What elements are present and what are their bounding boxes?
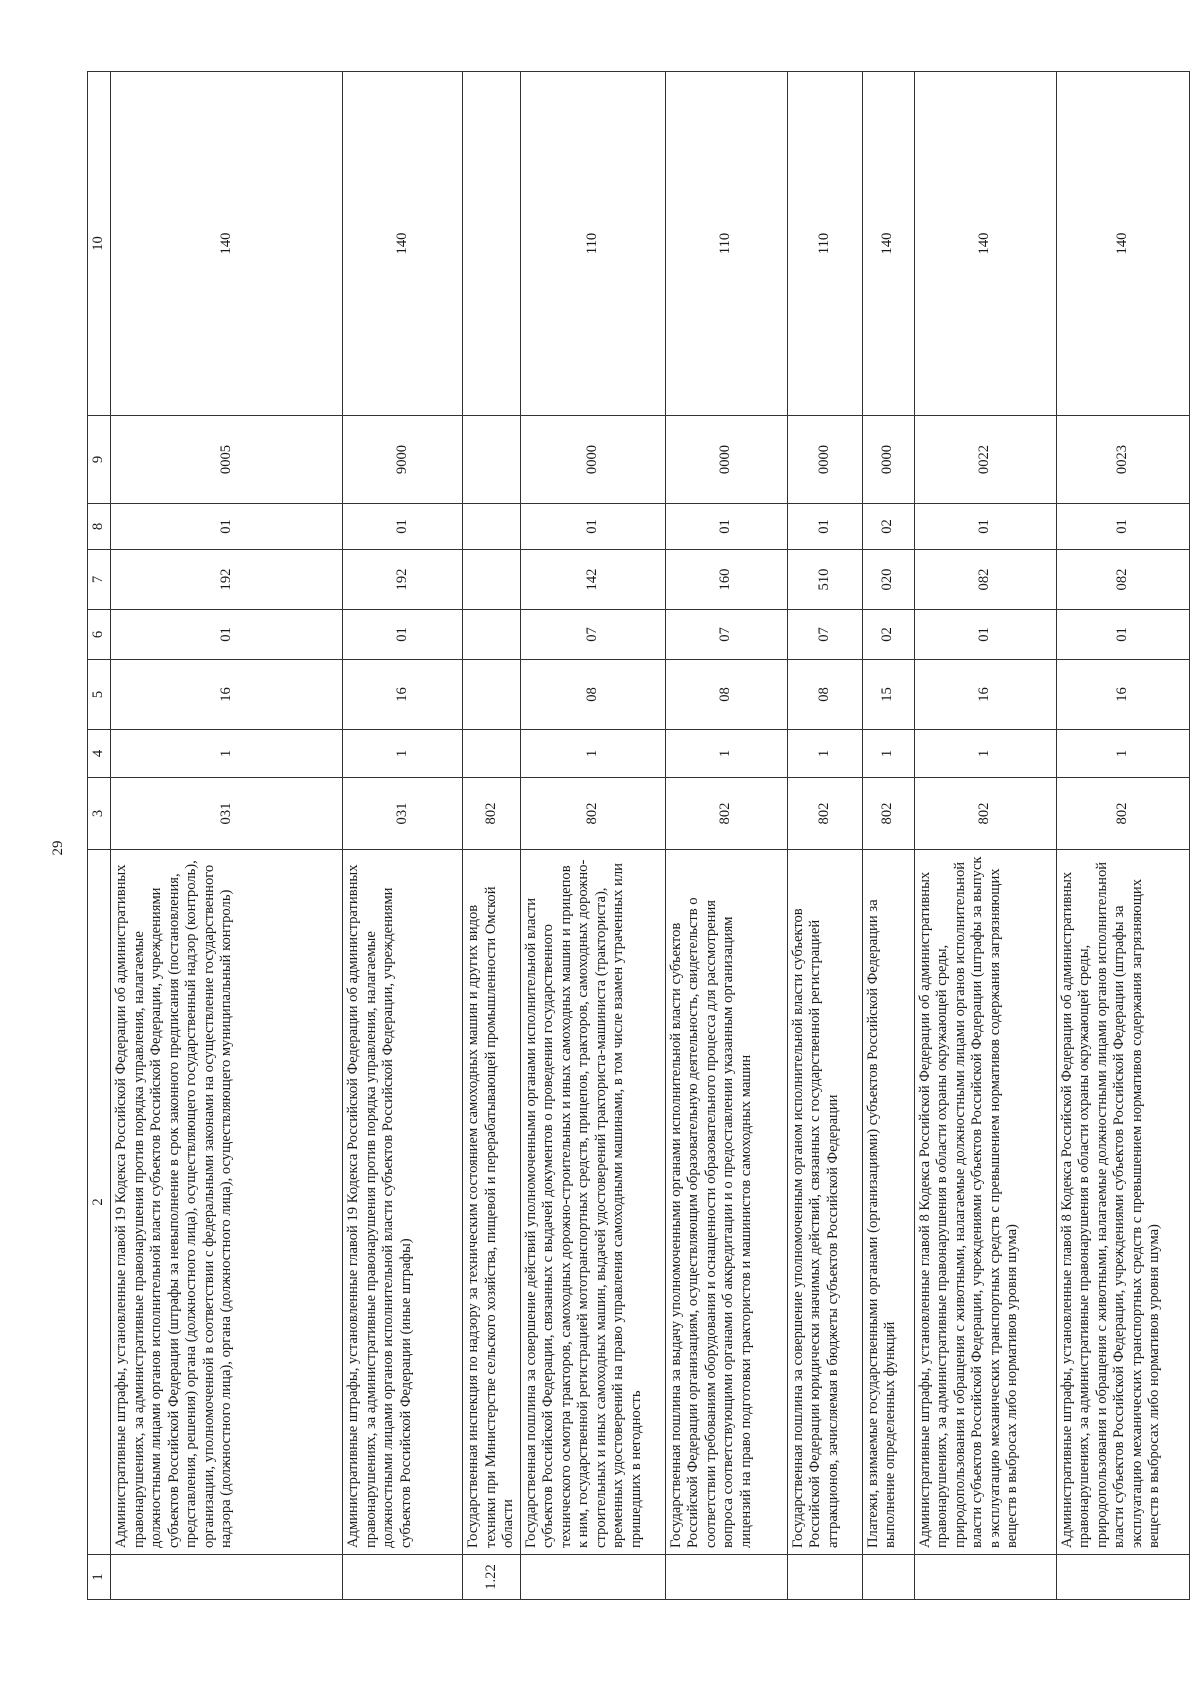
table-row	[914, 72, 1056, 1600]
code-cell: 140	[914, 72, 1056, 416]
code-cell: 020	[862, 550, 914, 610]
code-cell: 031	[343, 778, 463, 850]
code-cell: 16	[1056, 660, 1189, 730]
income-name-cell: Административные штрафы, установленные главой 19 Кодекса Российской Федерации об административных правонарушениях, за административные правонарушения против порядка управления, налагаемые должностными лицами органов исполнительной власти субъектов Российской Федерации, учреждениями субъектов Российской Федерации (штрафы за невыполнение в срок законного предписания (постановления, представления, решения) органа (должностного лица), осуществляющего государственный надзор (контроль), организации, уполномоченной в соответствии с федеральными законами на осуществление государственного надзора (должностного лица), органа (должностного лица), осуществляющего муниципальный контроль)	[111, 850, 343, 1555]
code-cell: 01	[787, 504, 862, 550]
code-cell: 0005	[111, 416, 343, 504]
code-cell: 802	[862, 778, 914, 850]
income-name-cell: Административные штрафы, установленные главой 19 Кодекса Российской Федерации об административных правонарушениях, за административные правонарушения против порядка управления, налагаемые должностными лицами органов исполнительной власти субъектов Российской Федерации, учреждениями субъектов Российской Федерации (иные штрафы)	[343, 850, 463, 1555]
header-cell: 5	[88, 660, 111, 730]
header-cell: 7	[88, 550, 111, 610]
code-cell: 082	[914, 550, 1056, 610]
row-number-cell: 1.22	[463, 1555, 521, 1600]
header-cell: 6	[88, 610, 111, 660]
code-cell: 01	[1056, 504, 1189, 550]
code-cell: 15	[862, 660, 914, 730]
code-cell: 07	[520, 610, 665, 660]
code-cell: 802	[463, 778, 521, 850]
code-cell: 1	[862, 730, 914, 778]
code-cell: 01	[111, 610, 343, 660]
table-row	[111, 72, 343, 1600]
code-cell: 082	[1056, 550, 1189, 610]
code-cell: 140	[1056, 72, 1189, 416]
code-cell: 16	[343, 660, 463, 730]
code-cell: 192	[343, 550, 463, 610]
code-cell	[463, 72, 521, 416]
code-cell: 160	[665, 550, 787, 610]
header-cell: 4	[88, 730, 111, 778]
code-cell: 0000	[665, 416, 787, 504]
code-cell: 0000	[520, 416, 665, 504]
header-cell: 1	[88, 1555, 111, 1600]
income-name-cell: Государственная пошлина за выдачу уполномоченными органами исполнительной власти субъектов Российской Федерации организациям, осуществляющим образовательную деятельность, свидетельств о соответствии требованиям оборудования и оснащенности образовательного процесса для рассмотрения вопроса соответствующими органами об аккредитации и о предоставлении указанным организациям лицензий на право подготовки трактористов и машинистов самоходных машин	[665, 850, 787, 1555]
code-cell: 1	[343, 730, 463, 778]
code-cell: 140	[111, 72, 343, 416]
code-cell: 0000	[862, 416, 914, 504]
code-cell: 07	[787, 610, 862, 660]
code-cell: 802	[1056, 778, 1189, 850]
code-cell: 802	[665, 778, 787, 850]
header-cell: 3	[88, 778, 111, 850]
income-name-cell: Административные штрафы, установленные главой 8 Кодекса Российской Федерации об административных правонарушениях, за административные правонарушения в области охраны окружающей среды, природопользования и обращения с животными, налагаемые должностными лицами органов исполнительной власти субъектов Российской Федерации, учреждениями субъектов Российской Федерации (штрафы за эксплуатацию механических транспортных средств с превышением нормативов содержания загрязняющих веществ в выбросах либо нормативов уровня шума)	[1056, 850, 1189, 1555]
code-cell: 510	[787, 550, 862, 610]
income-name-cell: Государственная пошлина за совершение уполномоченным органом исполнительной власти субъектов Российской Федерации юридически значимых действий, связанных с государственной регистрацией аттракционов, зачисляемая в бюджеты субъектов Российской Федерации	[787, 850, 862, 1555]
row-number-cell	[862, 1555, 914, 1600]
table-row	[665, 72, 787, 1600]
code-cell: 1	[914, 730, 1056, 778]
income-name-cell: Государственная инспекция по надзору за техническим состоянием самоходных машин и других видов техники при Министерстве сельского хозяйства, пищевой и перерабатывающей промышленности Омской области	[463, 850, 521, 1555]
code-cell: 110	[520, 72, 665, 416]
row-number-cell	[1056, 1555, 1189, 1600]
row-number-cell	[787, 1555, 862, 1600]
code-cell	[463, 610, 521, 660]
code-cell: 140	[343, 72, 463, 416]
code-cell: 140	[862, 72, 914, 416]
income-name-cell: Платежи, взимаемые государственными органами (организациями) субъектов Российской Федерации за выполнение определенных функций	[862, 850, 914, 1555]
code-cell: 0022	[914, 416, 1056, 504]
code-cell: 142	[520, 550, 665, 610]
code-cell: 02	[862, 504, 914, 550]
income-name-cell: Государственная пошлина за совершение действий уполномоченными органами исполнительной власти субъектов Российской Федерации, связанных с выдачей документов о проведении государственного технического осмотра тракторов, самоходных дорожно-строительных и иных самоходных машин и прицепов к ним, государственной регистрацией мототранспортных средств, прицепов, тракторов, самоходных дорожно-строительных и иных самоходных машин, выдачей удостоверений тракториста-машиниста (тракториста), временных удостоверений на право управления самоходными машинами, в том числе взамен утраченных или пришедших в негодность	[520, 850, 665, 1555]
header-cell: 2	[88, 850, 111, 1555]
header-cell: 8	[88, 504, 111, 550]
code-cell: 802	[520, 778, 665, 850]
table-row	[520, 72, 665, 1600]
code-cell: 01	[111, 504, 343, 550]
code-cell	[463, 550, 521, 610]
table-row	[787, 72, 862, 1600]
code-cell: 01	[520, 504, 665, 550]
row-number-cell	[665, 1555, 787, 1600]
code-cell: 802	[787, 778, 862, 850]
code-cell: 192	[111, 550, 343, 610]
code-cell: 08	[665, 660, 787, 730]
header-cell: 10	[88, 72, 111, 416]
code-cell: 9000	[343, 416, 463, 504]
code-cell	[463, 504, 521, 550]
table-row	[1056, 72, 1189, 1600]
table-row-section	[463, 72, 521, 1600]
code-cell: 01	[343, 610, 463, 660]
code-cell: 1	[787, 730, 862, 778]
code-cell: 01	[914, 610, 1056, 660]
code-cell: 01	[665, 504, 787, 550]
code-cell: 0000	[787, 416, 862, 504]
code-cell: 01	[1056, 610, 1189, 660]
code-cell: 1	[111, 730, 343, 778]
code-cell: 08	[520, 660, 665, 730]
row-number-cell	[111, 1555, 343, 1600]
code-cell: 07	[665, 610, 787, 660]
code-cell: 031	[111, 778, 343, 850]
code-cell: 16	[914, 660, 1056, 730]
code-cell: 0023	[1056, 416, 1189, 504]
code-cell: 1	[665, 730, 787, 778]
code-cell: 110	[665, 72, 787, 416]
code-cell	[463, 730, 521, 778]
code-cell: 16	[111, 660, 343, 730]
header-cell: 9	[88, 416, 111, 504]
table-row	[343, 72, 463, 1600]
rotated-table-container	[87, 72, 1162, 1600]
header-row	[88, 72, 111, 1600]
code-cell: 1	[520, 730, 665, 778]
budget-classification-table	[87, 71, 1190, 1600]
code-cell: 1	[1056, 730, 1189, 778]
code-cell	[463, 416, 521, 504]
code-cell: 110	[787, 72, 862, 416]
row-number-cell	[520, 1555, 665, 1600]
row-number-cell	[914, 1555, 1056, 1600]
page-number: 29	[50, 840, 66, 856]
code-cell: 802	[914, 778, 1056, 850]
code-cell: 08	[787, 660, 862, 730]
code-cell: 01	[343, 504, 463, 550]
code-cell: 02	[862, 610, 914, 660]
code-cell	[463, 660, 521, 730]
table-row	[862, 72, 914, 1600]
code-cell: 01	[914, 504, 1056, 550]
row-number-cell	[343, 1555, 463, 1600]
income-name-cell: Административные штрафы, установленные главой 8 Кодекса Российской Федерации об административных правонарушениях, за административные правонарушения в области охраны окружающей среды, природопользования и обращения с животными, налагаемые должностными лицами органов исполнительной власти субъектов Российской Федерации, учреждениями субъектов Российской Федерации (штрафы за выпуск в эксплуатацию механических транспортных средств с превышением нормативов содержания загрязняющих веществ в выбросах либо нормативов уровня шума)	[914, 850, 1056, 1555]
